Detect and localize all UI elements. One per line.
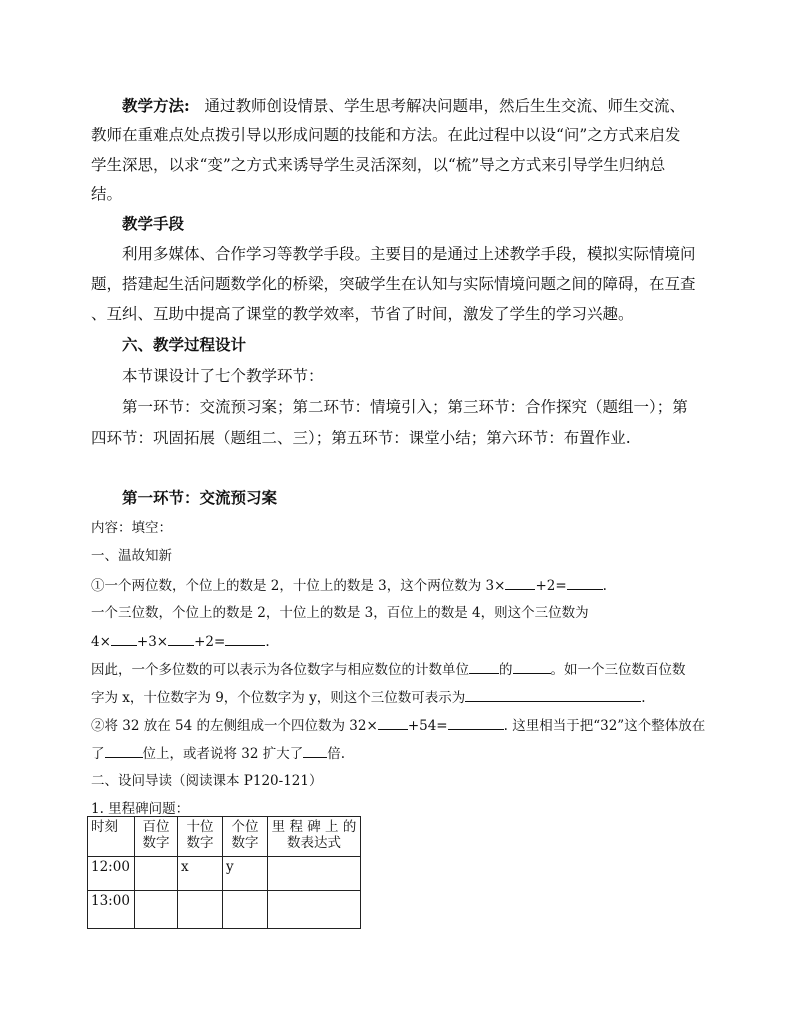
question-2-text-b: +3× (136, 634, 169, 650)
cell-hundreds[interactable] (135, 857, 178, 891)
section1-heading: 第一环节：交流预习案 (122, 488, 278, 507)
question-1 (91, 575, 607, 596)
question-1-text-a: ①一个两位数，个位上的数是 2，十位上的数是 3，这个两位数为 3× (91, 578, 506, 594)
cell-ones[interactable] (223, 891, 268, 929)
means-heading: 教学手段 (122, 214, 185, 233)
header-ones-line-1: 个位 (231, 819, 259, 835)
blank-10[interactable] (448, 715, 504, 730)
table-row (88, 891, 361, 929)
question-3-line-2 (91, 687, 646, 708)
question-4-text-c: . 这里相当于把“32”这个整体放在 (503, 718, 706, 734)
means-line-1: 利用多媒体、合作学习等教学手段。主要目的是通过上述教学手段，模拟实际情境问 (122, 245, 696, 263)
cell-hundreds[interactable] (135, 891, 178, 929)
blank-8[interactable] (465, 687, 641, 702)
question-4-line-2 (91, 743, 345, 764)
blank-12[interactable] (303, 743, 327, 758)
blank-6[interactable] (469, 659, 499, 674)
question-1-end: . (602, 578, 607, 594)
question-4-text-e: 位上，或者说将 32 扩大了 (142, 746, 304, 762)
question-3-text-a: 因此，一个多位数的可以表示为各位数字与相应数位的计数单位 (91, 662, 469, 678)
header-hundreds-line-2: 数字 (142, 835, 170, 851)
question-3-text-b: 的 (499, 662, 513, 678)
cell-ones[interactable]: y (223, 857, 268, 891)
header-ones (223, 817, 268, 857)
question-4-text-d: 了 (91, 746, 105, 762)
method-text-1: 通过教师创设情景、学生思考解决问题串，然后生生交流、师生交流、 (204, 97, 686, 115)
question-3-text-c: 。如一个三位数百位数 (550, 662, 686, 678)
process-intro: 本节课设计了七个教学环节： (122, 367, 324, 385)
cell-tens[interactable]: x (178, 857, 223, 891)
table-row (88, 857, 361, 891)
cell-expr[interactable] (268, 857, 361, 891)
question-2-text-a: 4× (91, 634, 111, 650)
blank-9[interactable] (378, 715, 408, 730)
header-expr (268, 817, 361, 857)
header-hundreds (135, 817, 178, 857)
question-2-line-2 (91, 631, 270, 652)
process-line-1: 第一环节：交流预习案；第二环节：情境引入；第三环节：合作探究（题组一）；第 (122, 398, 688, 416)
question-3-end: . (641, 690, 646, 706)
part2-title: 二、设问导读（阅读课本 P120-121） (91, 773, 323, 789)
question-3-text-d: 字为 x，十位数字为 9，个位数字为 y，则这个三位数可表示为 (91, 690, 466, 706)
method-line-3: 学生深思，以求“变”之方式来诱导学生灵活深刻，以“梳”导之方式来引导学生归纳总 (91, 156, 666, 174)
cell-time: 13:00 (88, 891, 135, 929)
question-4-line-1 (91, 715, 705, 736)
part1-title: 一、温故知新 (91, 548, 172, 564)
method-line-4: 结。 (91, 185, 123, 203)
blank-5[interactable] (225, 631, 265, 646)
process-line-2: 四环节：巩固拓展（题组二、三）；第五环节：课堂小结；第六环节：布置作业. (91, 429, 631, 447)
question-2-end: . (265, 634, 270, 650)
method-line-1 (122, 96, 685, 116)
method-label: 教学方法: (122, 96, 190, 115)
milestone-table (87, 816, 361, 929)
question-2-line-1: 一个三位数，个位上的数是 2，十位上的数是 3，百位上的数是 4，则这个三位数为 (91, 605, 589, 621)
cell-tens[interactable] (178, 891, 223, 929)
header-expr-line-2: 数表达式 (287, 835, 341, 851)
process-heading: 六、教学过程设计 (122, 335, 247, 354)
header-tens (178, 817, 223, 857)
header-time: 时刻 (88, 817, 135, 857)
question-4-text-b: +54= (407, 718, 448, 734)
header-tens-line-1: 十位 (186, 819, 214, 835)
header-tens-line-2: 数字 (186, 835, 214, 851)
blank-7[interactable] (513, 659, 551, 674)
blank-2[interactable] (567, 575, 603, 590)
means-line-3: 、互纠、互助中提高了课堂的教学效率，节省了时间，激发了学生的学习兴趣。 (91, 305, 634, 323)
question-1-text-b: +2= (535, 578, 567, 594)
question-3-line-1 (91, 659, 686, 680)
cell-time: 12:00 (88, 857, 135, 891)
content-label: 内容：填空： (91, 520, 172, 536)
means-line-2: 题，搭建起生活问题数学化的桥梁，突破学生在认知与实际情境问题之间的障碍，在互查 (91, 275, 696, 293)
header-ones-line-2: 数字 (231, 835, 259, 851)
header-expr-line-1: 里 程 碑 上 的 (271, 819, 357, 835)
blank-11[interactable] (105, 743, 143, 758)
question-2-text-c: +2= (194, 634, 226, 650)
blank-3[interactable] (111, 631, 137, 646)
table-header-row (88, 817, 361, 857)
blank-4[interactable] (168, 631, 194, 646)
blank-1[interactable] (505, 575, 535, 590)
question-4-text-f: 倍. (327, 746, 346, 762)
milestone-title: 1. 里程碑问题： (91, 801, 190, 817)
method-line-2: 教师在重难点处点拨引导以形成问题的技能和方法。在此过程中以设“问”之方式来启发 (91, 126, 681, 144)
cell-expr[interactable] (268, 891, 361, 929)
header-hundreds-line-1: 百位 (142, 819, 170, 835)
question-4-text-a: ②将 32 放在 54 的左侧组成一个四位数为 32× (91, 718, 378, 734)
